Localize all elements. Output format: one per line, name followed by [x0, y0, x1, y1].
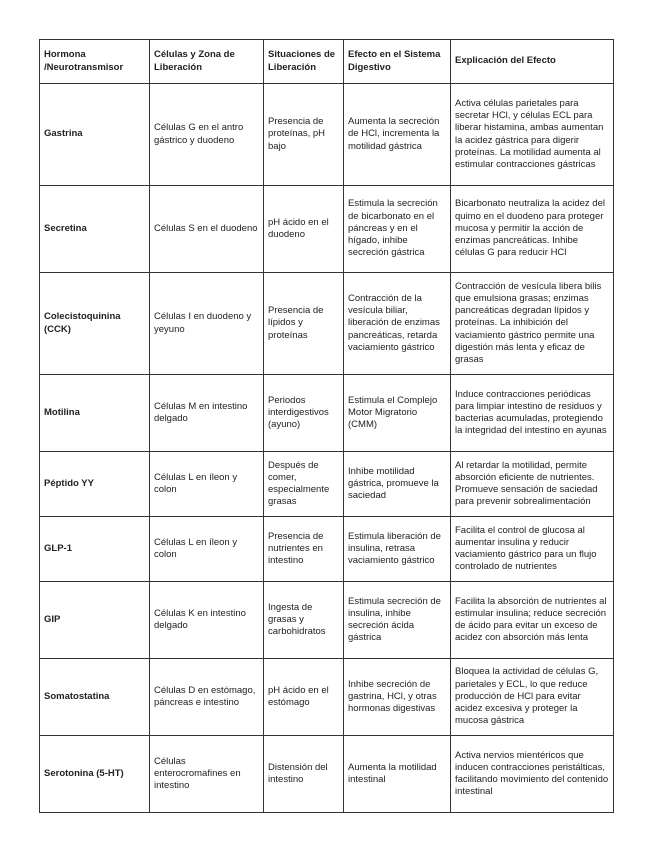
release-situation: Presencia de nutrientes en intestino [264, 517, 344, 582]
release-cells: Células L en íleon y colon [150, 517, 264, 582]
table-row [40, 375, 614, 452]
release-cells: Células S en el duodeno [150, 186, 264, 273]
release-cells: Células G en el antro gástrico y duodeno [150, 84, 264, 186]
effect-explanation: Contracción de vesícula libera bilis que emulsiona grasas; enzimas pancreáticas degradan lípidos y proteínas. La inhibición del vaciamiento gástrico permite una digestión más lenta y eficaz de grasas [451, 273, 614, 375]
release-cells: Células K en intestino delgado [150, 582, 264, 659]
release-situation: Presencia de lípidos y proteínas [264, 273, 344, 375]
release-situation: pH ácido en el duodeno [264, 186, 344, 273]
hormone-name: GLP-1 [40, 517, 150, 582]
release-situation: Distensión del intestino [264, 736, 344, 813]
digestive-effect: Estimula secreción de insulina, inhibe secreción ácida gástrica [344, 582, 451, 659]
header-effect-explanation: Explicación del Efecto [451, 40, 614, 84]
table-row [40, 659, 614, 736]
effect-explanation: Al retardar la motilidad, permite absorción eficiente de nutrientes. Promueve sensación de saciedad para prevenir sobrealimentación [451, 452, 614, 517]
hormone-name: Somatostatina [40, 659, 150, 736]
table-row [40, 582, 614, 659]
effect-explanation: Facilita la absorción de nutrientes al estimular insulina; reduce secreción de ácido para evitar un exceso de acidez con absorción más lenta [451, 582, 614, 659]
release-cells: Células D en estómago, páncreas e intestino [150, 659, 264, 736]
table-header-row [40, 40, 614, 84]
release-situation: pH ácido en el estómago [264, 659, 344, 736]
header-hormone: Hormona /Neurotransmisor [40, 40, 150, 84]
table-row [40, 736, 614, 813]
digestive-effect: Contracción de la vesícula biliar, liberación de enzimas pancreáticas, retarda vaciamiento gástrico [344, 273, 451, 375]
release-cells: Células M en intestino delgado [150, 375, 264, 452]
hormone-name: Gastrina [40, 84, 150, 186]
hormone-name: Colecistoquinina (CCK) [40, 273, 150, 375]
effect-explanation: Induce contracciones periódicas para limpiar intestino de residuos y bacterias acumuladas, protegiendo la integridad del intestino en ayunas [451, 375, 614, 452]
header-digestive-effect: Efecto en el Sistema Digestivo [344, 40, 451, 84]
digestive-effect: Inhibe motilidad gástrica, promueve la saciedad [344, 452, 451, 517]
effect-explanation: Facilita el control de glucosa al aumentar insulina y reducir vaciamiento gástrico para un flujo controlado de nutrientes [451, 517, 614, 582]
header-cells-zone: Células y Zona de Liberación [150, 40, 264, 84]
digestive-effect: Inhibe secreción de gastrina, HCl, y otras hormonas digestivas [344, 659, 451, 736]
digestive-effect: Estimula el Complejo Motor Migratorio (CMM) [344, 375, 451, 452]
release-situation: Después de comer, especialmente grasas [264, 452, 344, 517]
table-row [40, 273, 614, 375]
digestive-effect: Aumenta la secreción de HCl, incrementa la motilidad gástrica [344, 84, 451, 186]
table-row [40, 186, 614, 273]
digestive-effect: Estimula la secreción de bicarbonato en el páncreas y en el hígado, inhibe secreción gástrica [344, 186, 451, 273]
effect-explanation: Bloquea la actividad de células G, parietales y ECL, lo que reduce producción de HCl para evitar acidez excesiva y proteger la mucosa gástrica [451, 659, 614, 736]
digestive-effect: Aumenta la motilidad intestinal [344, 736, 451, 813]
release-cells: Células enterocromafines en intestino [150, 736, 264, 813]
hormone-name: Péptido YY [40, 452, 150, 517]
hormone-name: Serotonina (5-HT) [40, 736, 150, 813]
effect-explanation: Activa células parietales para secretar HCl, y células ECL para liberar histamina, ambas aumentan la acidez gástrica para digerir proteínas. La motilidad aumenta al estimular contracciones gástricas [451, 84, 614, 186]
digestive-effect: Estimula liberación de insulina, retrasa vaciamiento gástrico [344, 517, 451, 582]
hormone-name: Secretina [40, 186, 150, 273]
release-cells: Células I en duodeno y yeyuno [150, 273, 264, 375]
table-row [40, 452, 614, 517]
release-situation: Presencia de proteínas, pH bajo [264, 84, 344, 186]
release-situation: Periodos interdigestivos (ayuno) [264, 375, 344, 452]
release-cells: Células L en íleon y colon [150, 452, 264, 517]
header-release-situations: Situaciones de Liberación [264, 40, 344, 84]
table-row [40, 517, 614, 582]
effect-explanation: Activa nervios mientéricos que inducen contracciones peristálticas, facilitando movimiento del contenido intestinal [451, 736, 614, 813]
hormone-name: GIP [40, 582, 150, 659]
hormone-name: Motilina [40, 375, 150, 452]
hormone-table [39, 39, 614, 813]
table-row [40, 84, 614, 186]
effect-explanation: Bicarbonato neutraliza la acidez del quimo en el duodeno para proteger mucosa y permitir la acción de enzimas pancreáticas. Inhibe células G para reducir HCl [451, 186, 614, 273]
release-situation: Ingesta de grasas y carbohidratos [264, 582, 344, 659]
